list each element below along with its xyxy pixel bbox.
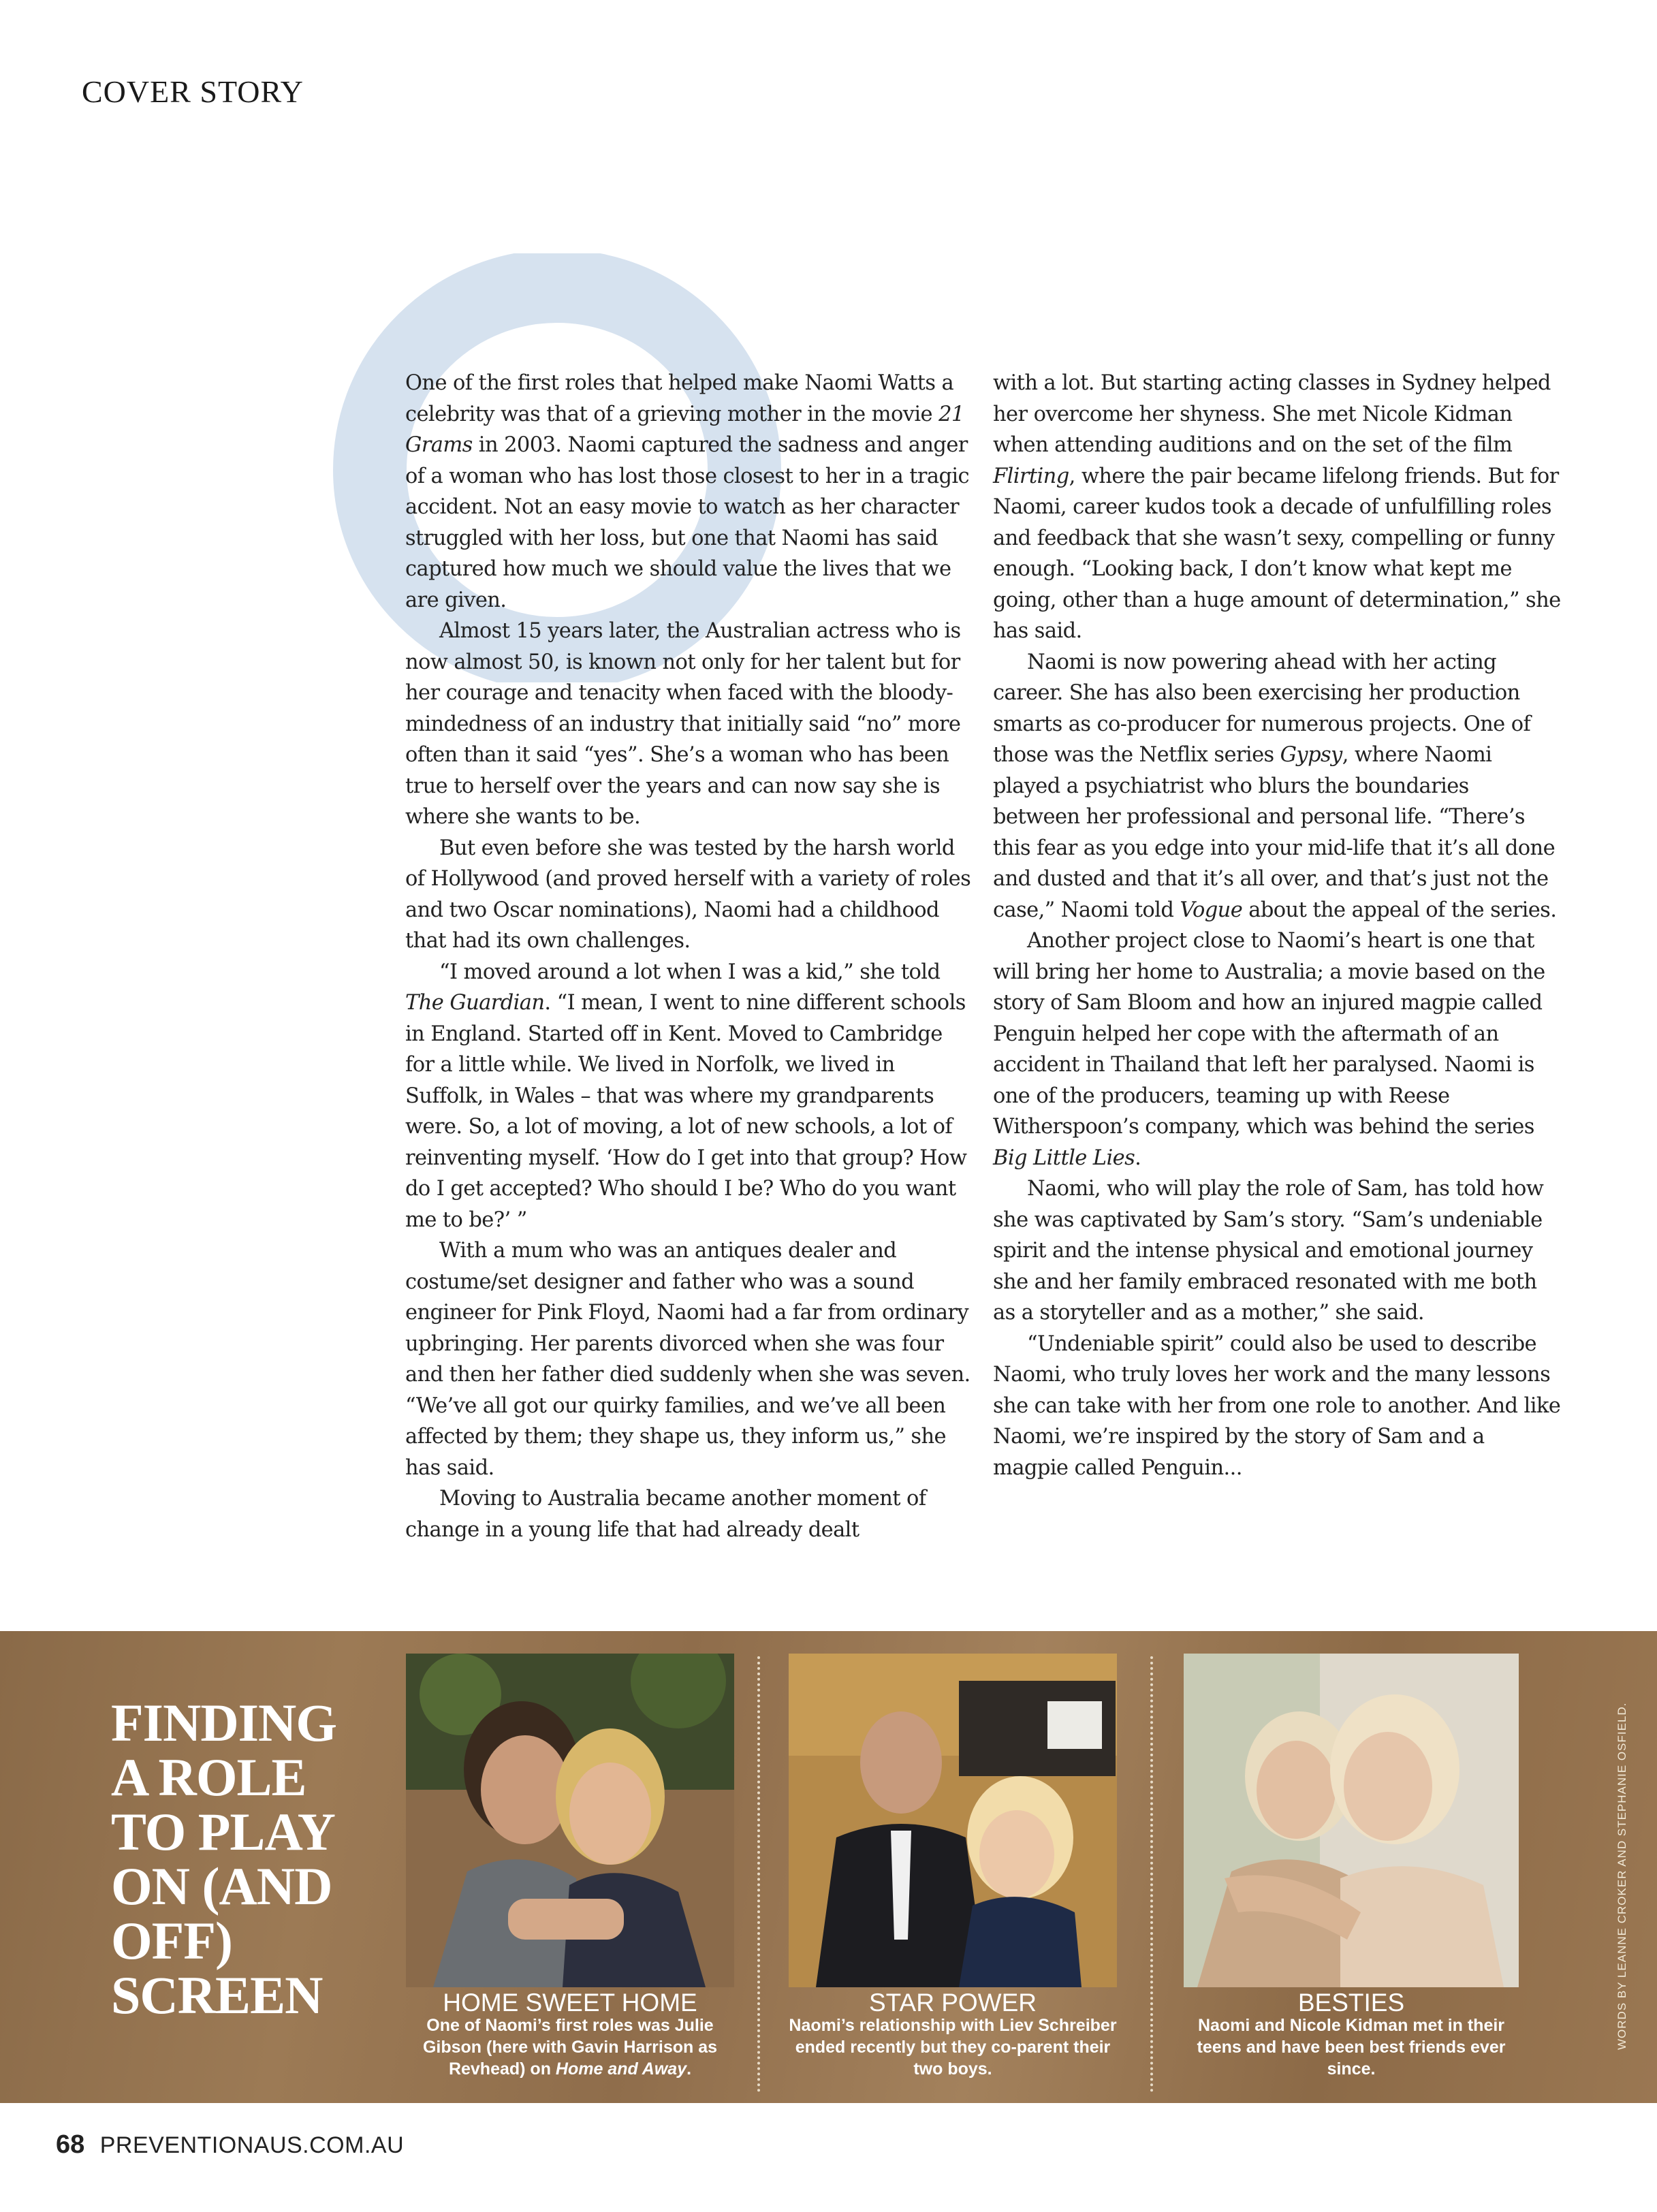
feature-title: FINDING A ROLE TO PLAY ON (AND OFF) SCREEN	[111, 1693, 337, 2025]
article-paragraph: Naomi, who will play the role of Sam, has told how she was captivated by Sam’s story. “Sam’s undeniable spirit and the intense physical and emotional journey she and her family embraced resonated with me both as a storyteller and as a mother,” she said.	[993, 1177, 1544, 1325]
site-url[interactable]: PREVENTIONAUS.COM.AU	[99, 2132, 405, 2158]
article-paragraph: Another project close to Naomi’s heart is one that will bring her home to Australia; a movie based on the story of Sam Bloom and how an injured magpie called Penguin helped her cope with the aftermath of an accident in Thailand that left her paralysed. Naomi is one of the producers, teaming up with Reese Witherspoon’s company, which was behind the series Big Little Lies.	[993, 929, 1545, 1170]
divider	[1150, 1656, 1153, 2092]
article-paragraph: “Undeniable spirit” could also be used to describe Naomi, who truly loves her work and the many lessons she can take with her from one role to another. And like Naomi, we’re inspired by the story of Sam and a magpie called Penguin...	[993, 1331, 1561, 1480]
photo-liev-schreiber	[789, 1654, 1117, 1987]
article-column-right	[993, 368, 1562, 1483]
section-label: COVER STORY	[82, 74, 304, 109]
article-paragraph: with a lot. But starting acting classes in Sydney helped her overcome her shyness. She met Nicole Kidman when attending auditions and on the set of the film Flirting, where the pair became lifelong friends. But for Naomi, career kudos took a decade of unfulfilling roles and feedback that she wasn’t sexy, compelling or funny enough. “Looking back, I don’t know what kept me going, other than a huge amount of determination,” she has said.	[993, 371, 1561, 643]
photo-home-and-away	[406, 1654, 734, 1987]
photo-credit	[1610, 1702, 1630, 2050]
page-footer	[56, 2130, 404, 2160]
article-paragraph: Naomi is now powering ahead with her acting career. She has also been exercising her production smarts as co-producer for numerous projects. One of those was the Netflix series Gypsy, where Naomi played a psychiatrist who blurs the boundaries between her professional and personal life. “There’s this fear as you edge into your mid-life that it’s all done and dusted and that it’s all over, and that’s just not the case,” Naomi told Vogue about the appeal of the series.	[993, 650, 1557, 922]
caption-title: HOME SWEET HOME	[443, 1989, 697, 2017]
caption-text: One of Naomi’s first roles was Julie Gibson (here with Gavin Harrison as Revhead) on Home and Away.	[422, 2016, 718, 2079]
photo-credit-text: WORDS BY LEANNE CROKER AND STEPHANIE OSFIELD.	[1615, 1702, 1628, 2050]
caption-title: BESTIES	[1297, 1989, 1405, 2017]
caption-text: Naomi’s relationship with Liev Schreiber ended recently but they co-parent their two boys.	[789, 2016, 1117, 2079]
caption-text: Naomi and Nicole Kidman met in their teens and have been best friends ever since.	[1197, 2016, 1506, 2079]
article-paragraph: One of the first roles that helped make Naomi Watts a celebrity was that of a grieving mother in the movie 21 Grams in 2003. Naomi captured the sadness and anger of a woman who has lost those closest to her in a tragic accident. Not an easy movie to watch as her character struggled with her loss, but one that Naomi has said captured how much we should value the lives that we are given.	[405, 371, 970, 612]
photo-nicole-kidman	[1184, 1654, 1519, 1987]
divider	[757, 1656, 760, 2092]
article-paragraph: But even before she was tested by the harsh world of Hollywood (and proved herself with a variety of roles and two Oscar nominations), Naomi had a childhood that had its own challenges.	[405, 836, 971, 953]
article-paragraph: Moving to Australia became another moment of change in a young life that had already dealt	[405, 1487, 926, 1542]
article-paragraph: With a mum who was an antiques dealer and costume/set designer and father who was a sound engineer for Pink Floyd, Naomi had a far from ordinary upbringing. Her parents divorced when she was four and then her father died suddenly when she was seven. “We’ve all got our quirky families, and we’ve all been affected by them; they shape us, they inform us,” she has said.	[405, 1239, 970, 1480]
caption-title: STAR POWER	[869, 1989, 1037, 2017]
article-paragraph: “I moved around a lot when I was a kid,” she told The Guardian. “I mean, I went to nine different schools in England. Started off in Kent. Moved to Cambridge for a little while. We lived in Norfolk, we lived in Suffolk, in Wales – that was where my grandparents were. So, a lot of moving, a lot of new schools, a lot of reinventing myself. ‘How do I get into that group? How do I get accepted? Who should I be? Who do you want me to be?’ ”	[405, 960, 967, 1232]
article-column-left	[405, 368, 974, 1545]
page-number: 68	[56, 2130, 85, 2159]
article-paragraph: Almost 15 years later, the Australian actress who is now almost 50, is known not only for her talent but for her courage and tenacity when faced with the bloody-mindedness of an industry that initially said “no” more often than it said “yes”. She’s a woman who has been true to herself over the years and can now say she is where she wants to be.	[405, 619, 961, 829]
